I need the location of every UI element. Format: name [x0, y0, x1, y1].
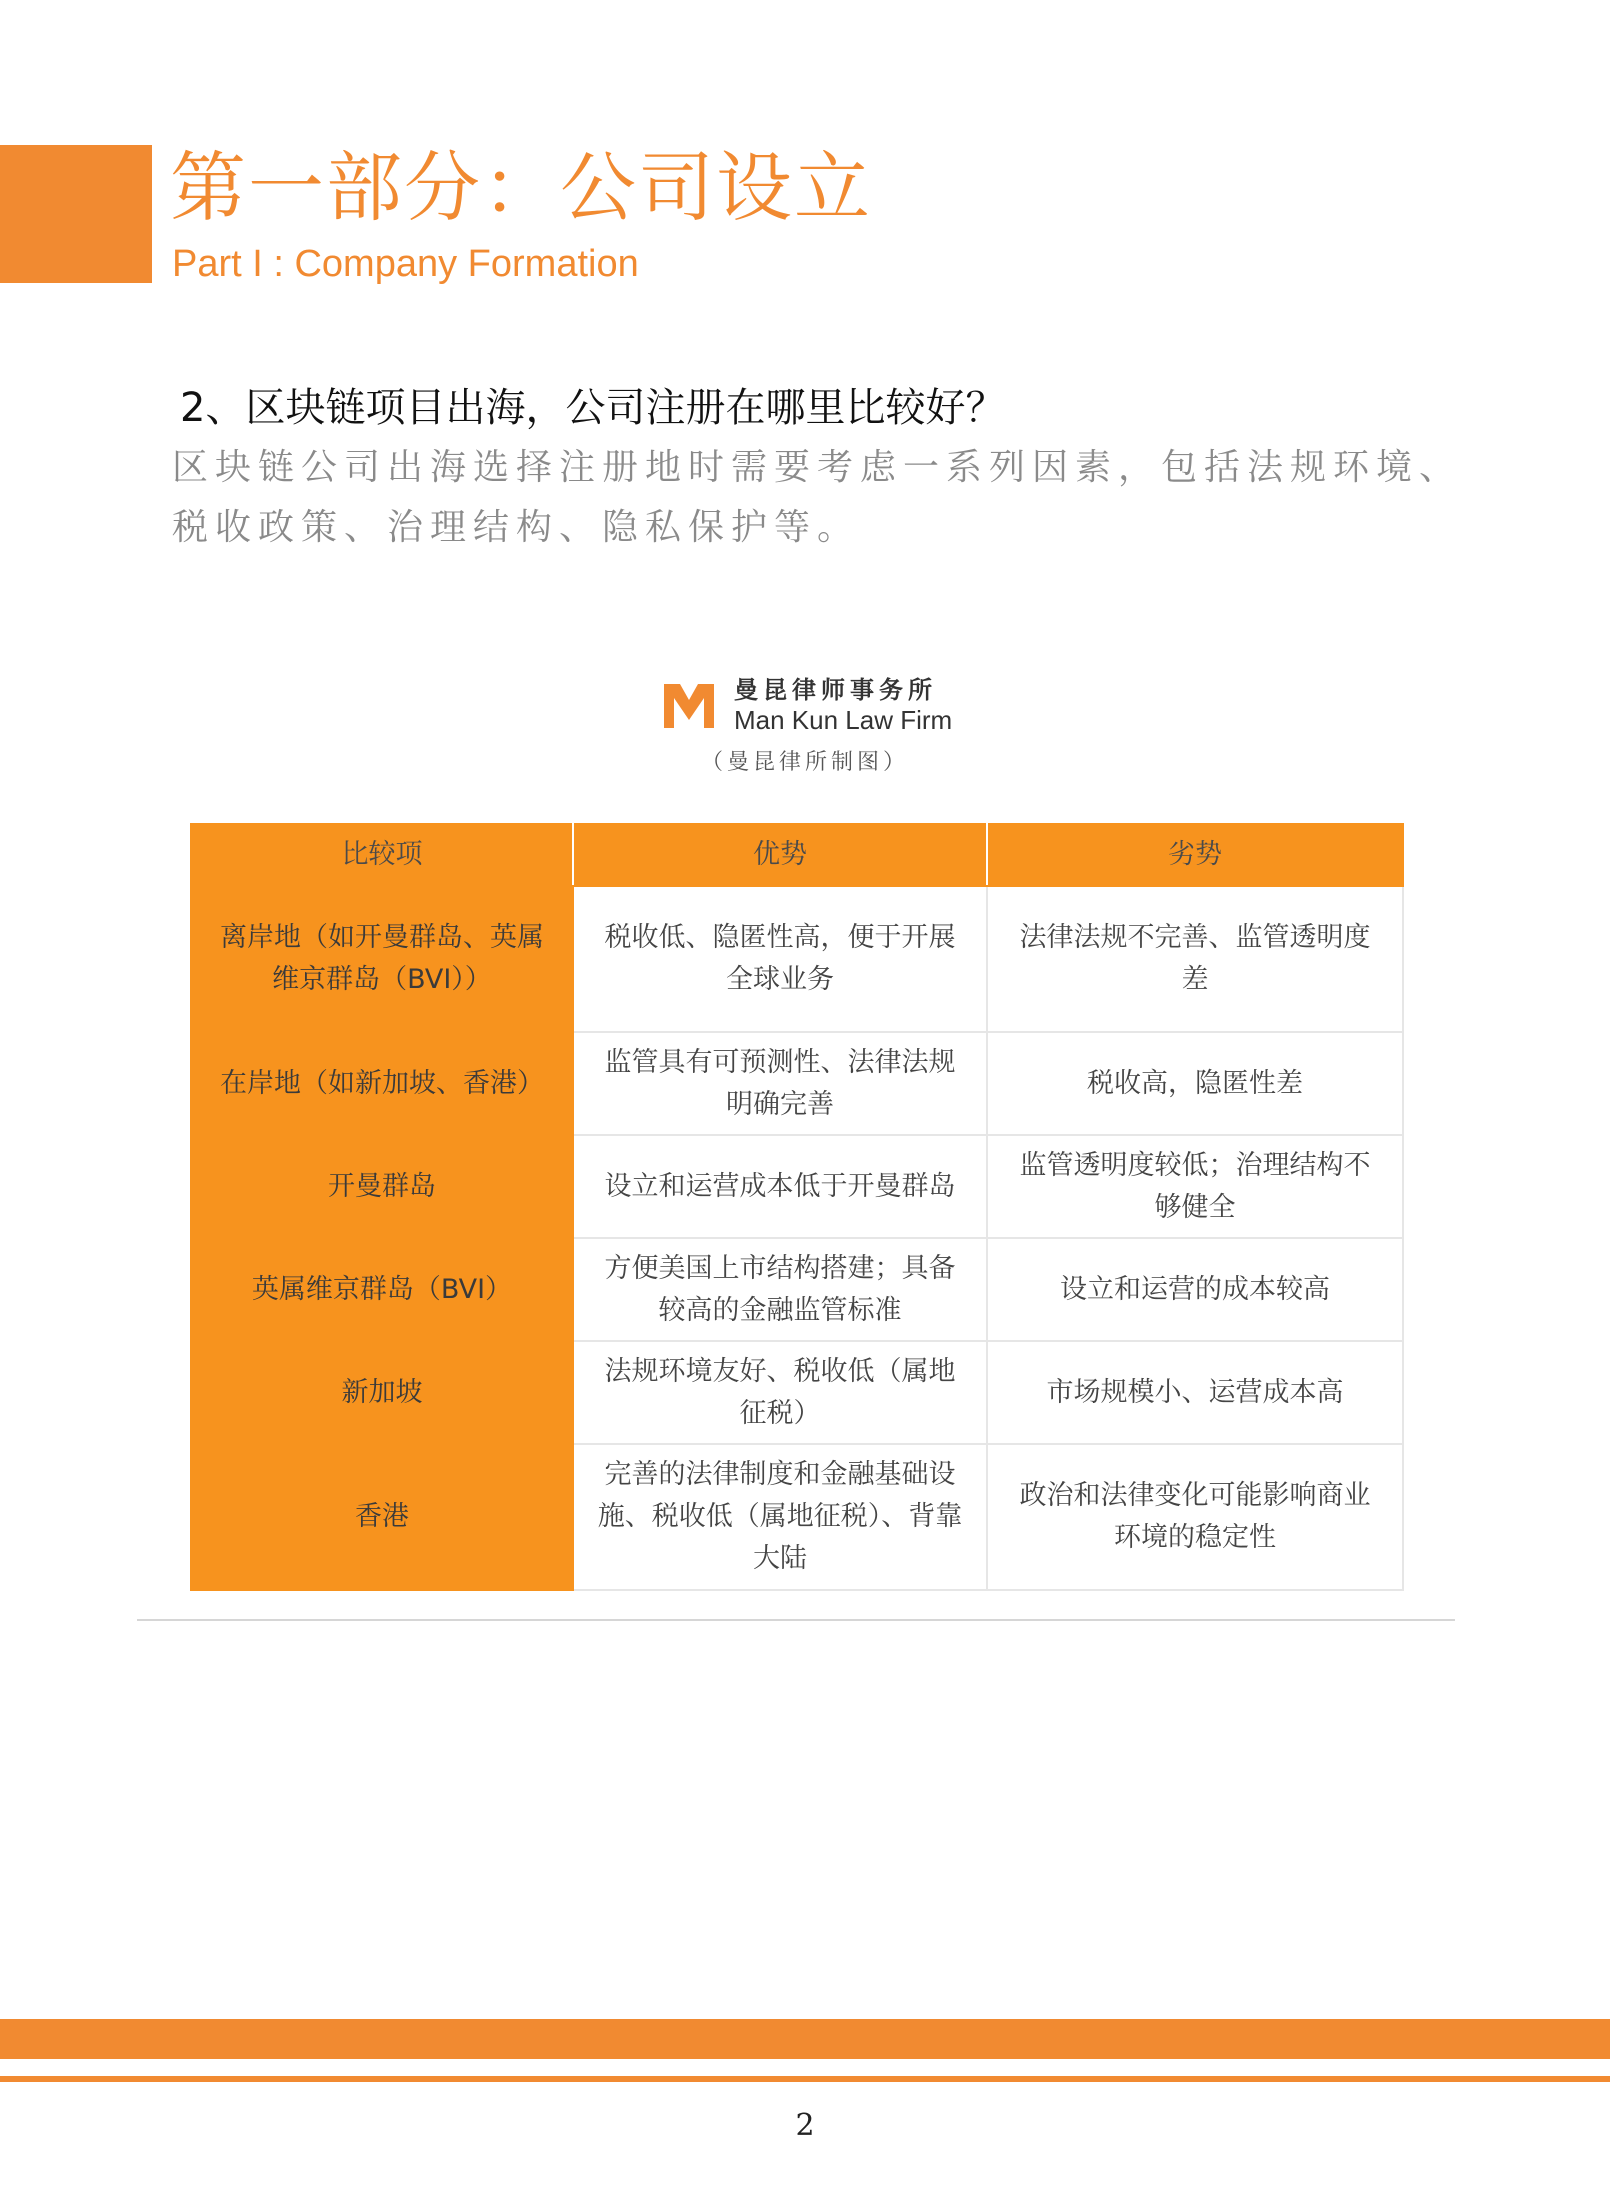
row-item: 新加坡: [191, 1341, 573, 1444]
row-item: 开曼群岛: [191, 1135, 573, 1238]
table-row: [191, 1341, 1403, 1444]
row-pros: 方便美国上市结构搭建；具备较高的金融监管标准: [573, 1238, 987, 1341]
table-row: [191, 1444, 1403, 1590]
footer-band: [0, 2019, 1610, 2059]
comparison-table: [190, 823, 1404, 1591]
section-divider: [137, 1619, 1455, 1621]
law-firm-logo: [660, 676, 952, 734]
row-item: 英属维京群岛（BVI）: [191, 1238, 573, 1341]
row-item: 香港: [191, 1444, 573, 1590]
row-cons: 法律法规不完善、监管透明度差: [987, 886, 1403, 1032]
logo-name-en: Man Kun Law Firm: [734, 705, 953, 735]
man-kun-logo-icon: [660, 678, 718, 732]
table-row: [191, 1032, 1403, 1135]
page-number: 2: [795, 2108, 815, 2143]
row-cons: 政治和法律变化可能影响商业环境的稳定性: [987, 1444, 1403, 1590]
page-title: 第一部分：公司设立: [170, 143, 872, 232]
logo-name-cn: 曼昆律师事务所: [734, 676, 937, 704]
title-accent-block: [0, 145, 152, 283]
section-question: 2、区块链项目出海，公司注册在哪里比较好？: [180, 385, 1006, 431]
row-pros: 设立和运营成本低于开曼群岛: [573, 1135, 987, 1238]
row-pros: 监管具有可预测性、法律法规明确完善: [573, 1032, 987, 1135]
row-cons: 税收高，隐匿性差: [987, 1032, 1403, 1135]
row-cons: 市场规模小、运营成本高: [987, 1341, 1403, 1444]
table-row: [191, 1238, 1403, 1341]
table-row: [191, 886, 1403, 1032]
row-cons: 设立和运营的成本较高: [987, 1238, 1403, 1341]
row-cons: 监管透明度较低；治理结构不够健全: [987, 1135, 1403, 1238]
row-pros: 完善的法律制度和金融基础设施、税收低（属地征税）、背靠大陆: [573, 1444, 987, 1590]
footer-line: [0, 2076, 1610, 2082]
header-item: 比较项: [191, 824, 573, 886]
page-subtitle: Part I : Company Formation: [172, 243, 639, 285]
table-row: [191, 1135, 1403, 1238]
header-cons: 劣势: [987, 824, 1403, 886]
row-pros: 税收低、隐匿性高，便于开展全球业务: [573, 886, 987, 1032]
header-pros: 优势: [573, 824, 987, 886]
figure-caption: （曼昆律所制图）: [700, 750, 909, 775]
table-header-row: [191, 824, 1403, 886]
section-intro: 区块链公司出海选择注册地时需要考虑一系列因素，包括法规环境、税收政策、治理结构、隐私保护等。: [172, 447, 1463, 548]
row-pros: 法规环境友好、税收低（属地征税）: [573, 1341, 987, 1444]
row-item: 离岸地（如开曼群岛、英属维京群岛（BVI））: [191, 886, 573, 1032]
row-item: 在岸地（如新加坡、香港）: [191, 1032, 573, 1135]
